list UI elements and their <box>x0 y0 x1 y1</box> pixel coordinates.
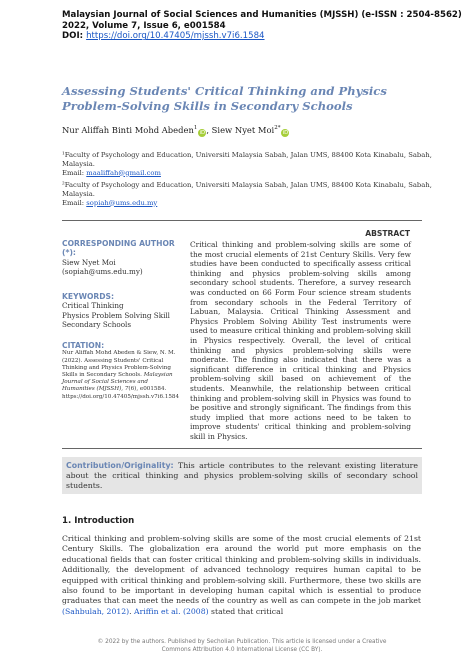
citation-text <box>62 350 182 400</box>
keyword-item: Secondary Schools <box>62 320 132 330</box>
corresponding-email: (sopiah@ums.edu.my) <box>62 267 143 277</box>
citation-post: (6), e001584. https://doi.org/10.47405/mjssh.v7i6.1584 <box>62 386 180 400</box>
email-1-link[interactable]: maaliffah@gmail.com <box>86 168 161 177</box>
contribution-box <box>62 457 422 494</box>
affiliation-1 <box>62 151 442 177</box>
contribution-text: This article contributes to the relevant existing literature about the critical thinking and physics problem-solving skills of secondary school students. <box>66 461 418 490</box>
doi-label: DOI: <box>62 31 87 42</box>
abstract-divider <box>62 448 422 449</box>
license-footer <box>62 638 422 654</box>
affiliation-2-text: ²Faculty of Psychology and Education, Universiti Malaysia Sabah, Jalan UMS, 88400 Kota Kinabalu, Sabah, Malaysia. <box>62 181 432 198</box>
keyword-item: Critical Thinking <box>62 301 124 311</box>
email-1 <box>62 169 442 178</box>
orcid-icon[interactable]: iD <box>282 130 289 136</box>
intro-text-post: stated that critical <box>208 606 284 616</box>
reference-link[interactable]: Ariffin et al. (2008) <box>134 606 209 616</box>
email-2-link[interactable]: sopiah@ums.edu.my <box>86 198 158 207</box>
author-2-sup: 2* <box>274 125 281 132</box>
journal-name: Malaysian Journal of Social Sciences and Humanities (MJSSH) (e-ISSN : 2504-8562) <box>62 10 462 20</box>
orcid-icon[interactable]: iD <box>199 130 206 136</box>
email-2 <box>62 199 442 208</box>
author-line <box>62 125 289 137</box>
corresponding-block <box>62 239 182 277</box>
affiliation-1-text: ¹Faculty of Psychology and Education, Universiti Malaysia Sabah, Jalan UMS, 88400 Kota Kinabalu, Sabah, Malaysia. <box>62 151 432 168</box>
author-1-sup: 1 <box>193 125 198 132</box>
header-divider <box>62 220 422 221</box>
citation-journal: Malaysian Journal of Social Sciences and Humanities (MJSSH), 7 <box>62 372 173 393</box>
abstract-text: Critical thinking and problem-solving skills are some of the most crucial elements of 21st Century Skills. Very few studies have been conducted to specifically assess critical thinking and physics problem-solving skills among secondary school students. Therefore, a survey research was conducted on 66 Form Four science stream students from secondary schools in the Federal Territory of Labuan, Malaysia. Critical Thinking Assessment and Physics Problem Solving Ability Test instruments were used to measure critical thinking and problem-solving skill in Physics respectively. Overall, the level of critical thinking and physics problem-solving skills were moderate. The finding also indicated that there was a significant difference in critical thinking and Physics problem-solving skill based on achievement of the students. Meanwhile, the relationship between critical thinking and problem-solving skill in Physics was found to be positive and strongly significant. The findings from this study implied that more actions need to be taken to improve students' critical thinking and problem-solving skill in Physics. <box>190 240 411 441</box>
journal-volume: 2022, Volume 7, Issue 6, e001584 <box>62 20 226 31</box>
contribution-label: Contribution/Originality: <box>66 461 174 470</box>
intro-text-mid: . <box>129 606 135 616</box>
article-title: Assessing Students' Critical Thinking and Physics Problem-Solving Skills in Secondary Schools <box>62 84 387 113</box>
introduction-text <box>62 534 421 617</box>
journal-doi <box>62 31 462 42</box>
journal-header <box>62 10 462 42</box>
email-1-label: Email: <box>62 168 87 177</box>
citation-pre: Nur Aliffah Mohd Abeden & Siew, N. M. (2022). Assessing Students' Critical Thinking and Physics Problem-Solving Skills in Secondary Schools. <box>62 350 176 379</box>
affiliation-2 <box>62 181 442 207</box>
reference-link[interactable]: (Sahbulah, 2012) <box>62 606 130 616</box>
introduction-heading: 1. Introduction <box>62 516 135 526</box>
doi-link[interactable]: https://doi.org/10.47405/mjssh.v7i6.1584 <box>86 31 265 42</box>
keywords-block <box>62 292 182 330</box>
author-1-name: Nur Aliffah Binti Mohd Abeden <box>62 125 194 135</box>
intro-text-pre: Critical thinking and problem-solving skills are some of the most crucial elements of 21st Century Skills. The globalization era around the world put more emphasis on the educational fields that can foster critical thinking and problem-solving skills in individuals. Additionally, the development of advanced technology requires human capital to be equipped with critical thinking and problem-solving skill. Furthermore, these two skills are also found to be important in developing human capital which is essential to produce graduates that can meet the needs of the country as well as can compete in the job market <box>62 534 421 606</box>
footer-line-1: © 2022 by the authors. Published by Secholian Publication. This article is licensed under a Creative <box>97 639 387 645</box>
abstract-heading: ABSTRACT <box>365 229 410 238</box>
citation-heading: CITATION: <box>62 341 105 350</box>
keyword-item: Physics Problem Solving Skill <box>62 310 170 320</box>
author-separator: , <box>206 125 212 135</box>
email-2-label: Email: <box>62 198 87 207</box>
corresponding-heading: CORRESPONDING AUTHOR (*): <box>62 239 175 258</box>
footer-line-2: Commons Attribution 4.0 International License (CC BY). <box>161 647 323 653</box>
author-2-name: Siew Nyet Moi <box>211 125 275 135</box>
citation-block <box>62 341 182 401</box>
keywords-heading: KEYWORDS: <box>62 292 115 301</box>
corresponding-name: Siew Nyet Moi <box>62 257 116 267</box>
